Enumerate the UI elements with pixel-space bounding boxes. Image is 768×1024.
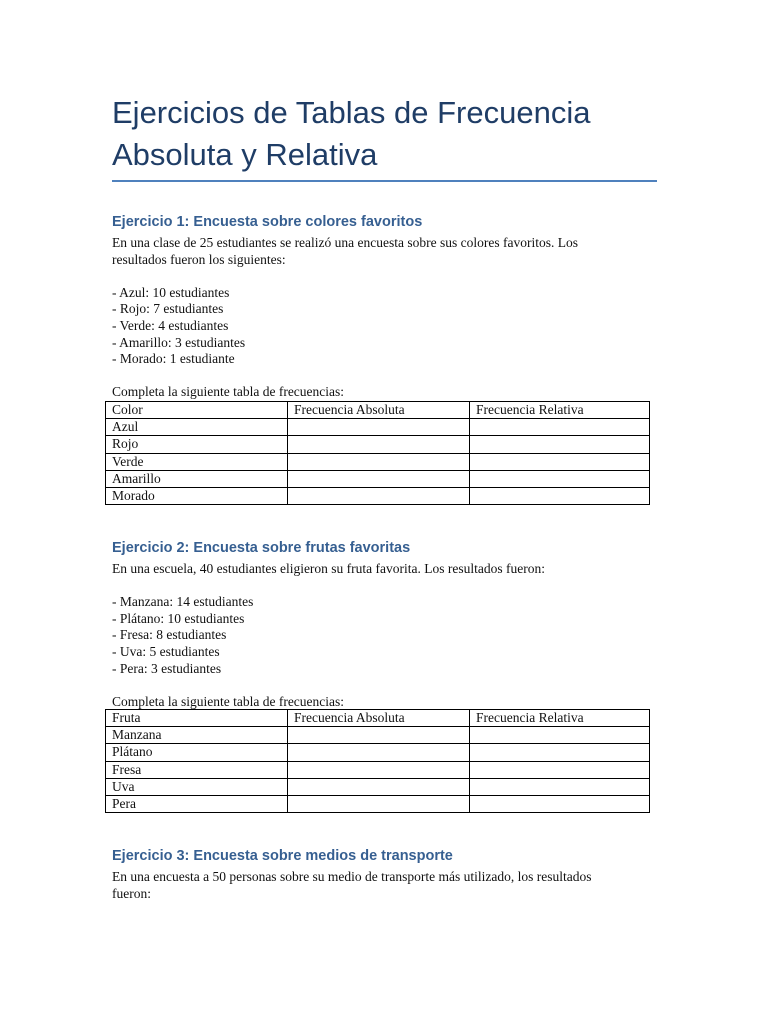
exercise-2-table [105,709,650,813]
exercise-1-intro [112,235,652,268]
title-divider [112,180,657,182]
exercise-3-intro [112,869,652,902]
exercise-1-instruction: Completa la siguiente tabla de frecuencias: [112,384,345,400]
table-row [106,727,650,744]
table-header-row [106,710,650,727]
exercise-2-results [112,594,652,677]
table-cell-label: Verde [106,453,288,470]
list-item: - Uva: 5 estudiantes [112,643,220,659]
table-row [106,744,650,761]
table-cell-blank[interactable] [470,436,650,453]
table-row [106,470,650,487]
table-header-cell: Frecuencia Absoluta [288,402,470,419]
list-item: - Fresa: 8 estudiantes [112,627,227,643]
table-cell-label: Pera [106,795,288,812]
table-cell-blank[interactable] [288,453,470,470]
exercise-2-intro [112,561,652,578]
list-item: - Pera: 3 estudiantes [112,660,222,676]
table-cell-label: Amarillo [106,470,288,487]
table-row [106,761,650,778]
table-row [106,453,650,470]
table-cell-blank[interactable] [470,761,650,778]
list-item: - Verde: 4 estudiantes [112,317,229,333]
table-cell-blank[interactable] [288,778,470,795]
exercise-2 [112,539,652,710]
exercise-1-heading: Ejercicio 1: Encuesta sobre colores favoritos [112,214,423,230]
table-row [106,436,650,453]
table-row [106,795,650,812]
table-cell-blank[interactable] [288,436,470,453]
table-cell-blank[interactable] [470,778,650,795]
exercise-1-results [112,285,652,368]
table-header-cell: Frecuencia Absoluta [288,710,470,727]
exercise-1-table [105,401,650,505]
table-header-cell: Fruta [106,710,288,727]
table-header-cell: Frecuencia Relativa [470,402,650,419]
exercise-1-intro-line-2: resultados fueron los siguientes: [112,251,286,267]
table-row [106,778,650,795]
list-item: - Plátano: 10 estudiantes [112,610,245,626]
exercise-1-intro-line-1: En una clase de 25 estudiantes se realizó una encuesta sobre sus colores favoritos. Los [112,235,578,250]
table-cell-blank[interactable] [470,744,650,761]
table-cell-blank[interactable] [470,795,650,812]
exercise-2-intro-line-1: En una escuela, 40 estudiantes eligieron su fruta favorita. Los resultados fueron: [112,561,545,576]
title-line-1: Ejercicios de Tablas de Frecuencia [112,95,591,130]
list-item: - Amarillo: 3 estudiantes [112,334,246,350]
list-item: - Azul: 10 estudiantes [112,284,230,300]
table-cell-label: Uva [106,778,288,795]
table-cell-blank[interactable] [288,795,470,812]
list-item: - Morado: 1 estudiante [112,351,235,367]
exercise-2-heading: Ejercicio 2: Encuesta sobre frutas favoritas [112,540,411,556]
table-cell-blank[interactable] [470,487,650,504]
table-cell-blank[interactable] [288,744,470,761]
document-title [112,92,672,176]
table-cell-label: Morado [106,487,288,504]
exercise-1 [112,213,652,401]
exercise-3-heading: Ejercicio 3: Encuesta sobre medios de transporte [112,848,453,864]
table-cell-blank[interactable] [470,470,650,487]
table-cell-label: Manzana [106,727,288,744]
table-cell-blank[interactable] [470,727,650,744]
table-header-row [106,402,650,419]
table-cell-label: Azul [106,419,288,436]
exercise-3-intro-line-2: fueron: [112,885,151,901]
table-cell-blank[interactable] [288,487,470,504]
exercise-2-instruction: Completa la siguiente tabla de frecuencias: [112,693,345,709]
table-cell-blank[interactable] [470,419,650,436]
table-cell-blank[interactable] [288,470,470,487]
table-header-cell: Color [106,402,288,419]
table-cell-blank[interactable] [470,453,650,470]
exercise-3-intro-line-1: En una encuesta a 50 personas sobre su medio de transporte más utilizado, los resultados [112,869,592,884]
table-cell-blank[interactable] [288,761,470,778]
table-cell-blank[interactable] [288,419,470,436]
table-row [106,419,650,436]
table-cell-label: Fresa [106,761,288,778]
table-cell-label: Plátano [106,744,288,761]
table-row [106,487,650,504]
table-header-cell: Frecuencia Relativa [470,710,650,727]
exercise-3 [112,847,652,902]
title-line-2: Absoluta y Relativa [112,137,378,172]
table-cell-blank[interactable] [288,727,470,744]
list-item: - Rojo: 7 estudiantes [112,301,224,317]
list-item: - Manzana: 14 estudiantes [112,594,254,610]
table-cell-label: Rojo [106,436,288,453]
